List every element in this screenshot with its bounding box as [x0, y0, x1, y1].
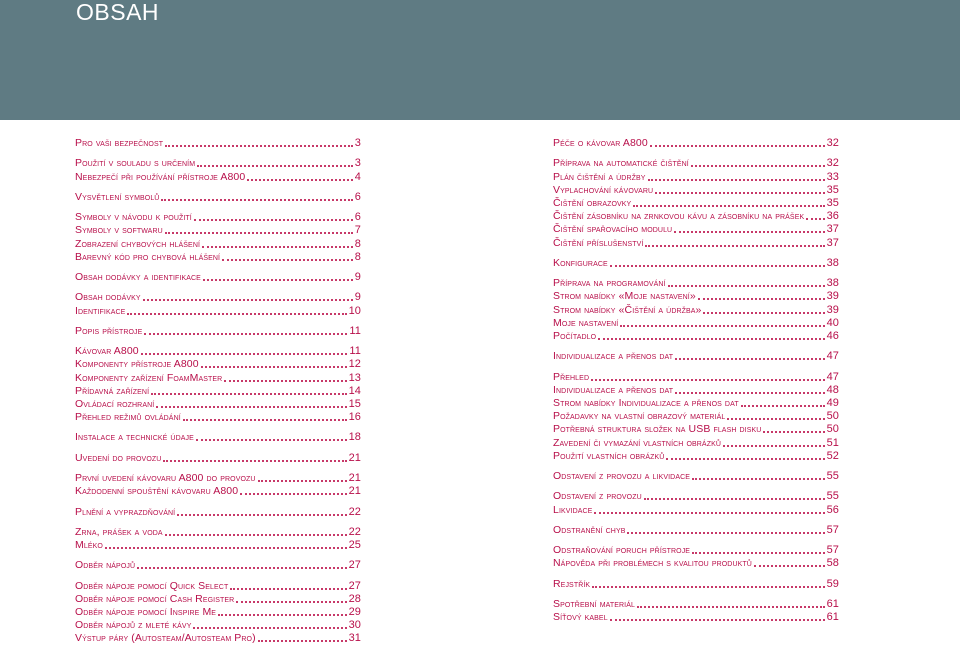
- toc-entry[interactable]: [75, 397, 361, 411]
- dot-leader: [741, 405, 825, 407]
- toc-page-number: 13: [348, 371, 361, 384]
- toc-entry-title: Likvidace: [553, 503, 593, 516]
- toc-page-number: 4: [354, 170, 361, 183]
- dot-leader: [193, 627, 346, 629]
- dot-leader: [247, 179, 352, 181]
- toc-entry[interactable]: [553, 156, 839, 170]
- toc-page-number: 55: [826, 470, 839, 482]
- dot-leader: [674, 231, 824, 233]
- toc-entry-title: Vysvětlení symbolů: [75, 190, 160, 203]
- dot-leader: [668, 285, 825, 287]
- dot-leader: [224, 380, 346, 382]
- toc-entry[interactable]: [553, 183, 839, 197]
- toc-entry-title: Konfigurace: [553, 256, 608, 269]
- toc-section-entry[interactable]: [75, 451, 361, 465]
- toc-entry[interactable]: [553, 370, 839, 384]
- toc-entry-title: Čištění příslušenství: [553, 236, 644, 249]
- toc-page-number: 6: [354, 211, 361, 224]
- toc-entry-title: Každodenní spouštění kávovaru A800: [75, 485, 239, 498]
- toc-section-entry[interactable]: [75, 505, 361, 519]
- toc-entry[interactable]: [553, 329, 839, 343]
- toc-entry-title: Instalace a technické údaje: [75, 431, 194, 444]
- dot-leader: [754, 565, 825, 567]
- dot-leader: [633, 205, 824, 207]
- toc-entry[interactable]: [75, 471, 361, 485]
- dot-leader: [222, 259, 353, 261]
- toc-page-number: 11: [349, 345, 361, 358]
- toc-entry-title: Použití v souladu s určením: [75, 157, 196, 170]
- dot-leader: [165, 145, 353, 147]
- toc-page-number: 38: [826, 277, 839, 290]
- toc-entry[interactable]: [553, 303, 839, 317]
- toc-page-number: 35: [826, 196, 839, 209]
- toc-section-entry[interactable]: [553, 256, 839, 270]
- toc-entry-title: Identifikace: [75, 304, 126, 317]
- toc-entry-title: Odstavení z provozu a likvidace: [553, 470, 691, 482]
- toc-section-entry[interactable]: [75, 270, 361, 284]
- toc-page-number: 50: [826, 410, 839, 423]
- toc-section-entry[interactable]: [553, 136, 839, 150]
- toc-entry-title: Použití vlastních obrázků: [553, 449, 665, 462]
- toc-entry-title: Odběr nápoje pomocí Quick Select: [75, 579, 229, 592]
- toc-entry-title: Ovládací rozhraní: [75, 397, 155, 410]
- dot-leader: [203, 279, 353, 281]
- toc-page-number: 39: [826, 303, 839, 316]
- dot-leader: [594, 512, 824, 514]
- toc-entry-title: Mléko: [75, 539, 103, 551]
- toc-entry-title: Odstavení z provozu: [553, 490, 642, 503]
- toc-page-number: 40: [826, 316, 839, 329]
- toc-page-number: 48: [826, 383, 839, 396]
- dot-leader: [201, 366, 347, 368]
- toc-page-number: 33: [826, 170, 839, 183]
- toc-page-number: 59: [826, 577, 839, 590]
- toc-entry-title: Přehled režimů ovládání: [75, 411, 181, 424]
- toc-page-number: 18: [348, 431, 361, 444]
- dot-leader: [137, 567, 346, 569]
- toc-entry[interactable]: [75, 525, 361, 539]
- dot-leader: [610, 265, 825, 267]
- dot-leader: [610, 619, 825, 621]
- toc-entry-title: Pro vaši bezpečnost: [75, 137, 164, 149]
- toc-page-number: 22: [348, 505, 361, 518]
- dot-leader: [161, 199, 352, 201]
- header-band: [0, 0, 960, 120]
- dot-leader: [230, 588, 346, 590]
- toc-entry[interactable]: [553, 222, 839, 236]
- dot-leader: [763, 431, 824, 433]
- toc-entry[interactable]: [75, 631, 361, 645]
- toc-entry-title: Strom nabídky «Moje nastavení»: [553, 290, 696, 303]
- page-title: OBSAH: [76, 0, 160, 25]
- dot-leader: [163, 460, 346, 462]
- toc-entry-title: Čištění zásobníku na zrnkovou kávu a zásobníku na prášek: [553, 210, 805, 223]
- toc-entry[interactable]: [553, 276, 839, 290]
- toc-entry-title: Síťový kabel: [553, 611, 608, 624]
- toc-entry-title: Popis přístroje: [75, 324, 143, 337]
- toc-entry-title: Odstraňování poruch přístroje: [553, 544, 691, 557]
- toc-section-entry[interactable]: [75, 190, 361, 204]
- toc-entry[interactable]: [75, 592, 361, 606]
- toc-page-number: 6: [354, 190, 361, 203]
- toc-page-number: 61: [826, 597, 839, 610]
- toc-page-number: 21: [348, 451, 361, 464]
- toc-entry[interactable]: [553, 449, 839, 463]
- toc-entry[interactable]: [553, 436, 839, 450]
- toc-entry[interactable]: [75, 410, 361, 424]
- toc-page-number: 12: [348, 358, 361, 371]
- toc-entry[interactable]: [553, 383, 839, 397]
- dot-leader: [151, 393, 346, 395]
- dot-leader: [666, 458, 824, 460]
- dot-leader: [692, 478, 825, 480]
- dot-leader: [645, 245, 824, 247]
- dot-leader: [644, 498, 825, 500]
- dot-leader: [723, 445, 825, 447]
- dot-leader: [592, 586, 824, 588]
- toc-entry-title: Počítadlo: [553, 329, 597, 342]
- toc-page-number: 7: [354, 224, 361, 237]
- toc-page-number: 36: [826, 210, 839, 223]
- dot-leader: [806, 218, 824, 220]
- toc-entry-title: Přídavná zařízení: [75, 384, 150, 397]
- toc-entry[interactable]: [75, 223, 361, 237]
- toc-page-number: 9: [354, 291, 361, 304]
- dot-leader: [105, 547, 347, 549]
- toc-entry-title: Komponenty přístroje A800: [75, 358, 199, 371]
- toc-entry[interactable]: [553, 489, 839, 503]
- toc-entry[interactable]: [75, 237, 361, 251]
- toc-entry[interactable]: [75, 250, 361, 264]
- toc-page-number: 35: [826, 183, 839, 196]
- toc-entry[interactable]: [75, 605, 361, 619]
- dot-leader: [655, 192, 824, 194]
- toc-entry-title: Nápověda při problémech s kvalitou produktů: [553, 557, 752, 570]
- toc-entry[interactable]: [75, 384, 361, 398]
- toc-page-number: 47: [826, 370, 839, 383]
- toc-entry-title: Péče o kávovar A800: [553, 137, 648, 149]
- toc-entry-title: Čištění spařovacího modulu: [553, 223, 673, 236]
- dot-leader: [177, 514, 346, 516]
- dot-leader: [692, 552, 824, 554]
- toc-entry-title: Strom nabídky «Čištění a údržba»: [553, 303, 702, 316]
- dot-leader: [165, 232, 353, 234]
- toc-page-number: 32: [826, 137, 839, 149]
- toc-entry[interactable]: [75, 210, 361, 224]
- toc-entry-title: Zrna, prášek a voda: [75, 525, 163, 538]
- toc-entry-title: Odběr nápojů z mleté kávy: [75, 619, 192, 632]
- dot-leader: [675, 358, 824, 360]
- toc-page-number: 14: [348, 384, 361, 397]
- toc-entry[interactable]: [553, 396, 839, 410]
- toc-entry-title: Obsah dodávky a identifikace: [75, 271, 201, 283]
- dot-leader: [127, 313, 346, 315]
- toc-entry[interactable]: [75, 170, 361, 184]
- dot-leader: [143, 299, 353, 301]
- toc-page-number: 30: [348, 619, 361, 632]
- toc-page-number: 56: [826, 503, 839, 516]
- toc-entry-title: Komponenty zařízení FoamMaster: [75, 371, 223, 384]
- toc-page-number: 22: [348, 525, 361, 538]
- dot-leader: [202, 246, 353, 248]
- dot-leader: [196, 439, 347, 441]
- dot-leader: [691, 165, 825, 167]
- dot-leader: [703, 312, 824, 314]
- toc-section-entry[interactable]: [553, 577, 839, 591]
- toc-page-number: 21: [348, 485, 361, 498]
- toc-entry[interactable]: [553, 196, 839, 210]
- toc-page-number: 47: [826, 350, 839, 363]
- toc-entry-title: Nebezpečí při používání přístroje A800: [75, 170, 246, 183]
- dot-leader: [236, 601, 346, 603]
- toc-entry[interactable]: [553, 422, 839, 436]
- toc-page-number: 50: [826, 423, 839, 436]
- toc-entry[interactable]: [75, 290, 361, 304]
- dot-leader: [650, 145, 825, 147]
- toc-page-number: 52: [826, 449, 839, 462]
- dot-leader: [218, 614, 346, 616]
- toc-entry-title: Zobrazení chybových hlášení: [75, 237, 201, 250]
- toc-page-number: 38: [826, 256, 839, 269]
- toc-entry[interactable]: [75, 484, 361, 498]
- dot-leader: [591, 379, 824, 381]
- dot-leader: [598, 338, 824, 340]
- toc-entry-title: Plán čištění a údržby: [553, 170, 646, 183]
- toc-page-number: 51: [826, 436, 839, 449]
- toc-page-number: 9: [354, 271, 361, 283]
- toc-page-number: 15: [348, 397, 361, 410]
- toc-page-number: 8: [354, 250, 361, 263]
- toc-entry-title: Požadavky na vlastní obrazový materiál: [553, 410, 726, 423]
- toc-entry[interactable]: [553, 543, 839, 557]
- toc-entry-title: První uvedení kávovaru A800 do provozu: [75, 472, 256, 484]
- toc-entry[interactable]: [553, 209, 839, 223]
- toc-section-entry[interactable]: [553, 523, 839, 537]
- dot-leader: [627, 532, 824, 534]
- toc-entry-title: Vyplachování kávovaru: [553, 183, 654, 196]
- toc-entry[interactable]: [553, 236, 839, 250]
- dot-leader: [144, 333, 347, 335]
- toc-page-number: 61: [826, 611, 839, 624]
- toc-page-number: 31: [348, 632, 361, 645]
- toc-entry-title: Barevný kód pro chybová hlášení: [75, 250, 221, 263]
- dot-leader: [197, 165, 353, 167]
- toc-entry-title: Odběr nápoje pomocí Cash Register: [75, 592, 235, 605]
- toc-entry[interactable]: [553, 289, 839, 303]
- toc-section-entry[interactable]: [553, 469, 839, 483]
- toc-entry[interactable]: [553, 170, 839, 184]
- toc-section-entry[interactable]: [553, 349, 839, 363]
- toc-entry-title: Individualizace a přenos dat: [553, 383, 674, 396]
- toc-entry-title: Individualizace a přenos dat: [553, 350, 674, 363]
- toc-entry-title: Odběr nápojů: [75, 559, 136, 572]
- toc-section-entry[interactable]: [75, 430, 361, 444]
- toc-page-number: 32: [826, 157, 839, 170]
- toc-entry-title: Spotřební materiál: [553, 597, 635, 610]
- toc-page-number: 58: [826, 557, 839, 570]
- toc-entry-title: Výstup páry (Autosteam/Autosteam Pro): [75, 632, 256, 645]
- toc-entry-title: Odstranění chyb: [553, 523, 626, 536]
- toc-page-number: 10: [348, 304, 361, 317]
- toc-entry-title: Zavedení či vymazání vlastních obrázků: [553, 436, 722, 449]
- toc-section-entry[interactable]: [75, 136, 361, 150]
- toc-entry[interactable]: [75, 156, 361, 170]
- toc-entry[interactable]: [75, 538, 361, 552]
- dot-leader: [620, 325, 824, 327]
- toc-entry[interactable]: [75, 357, 361, 371]
- dot-leader: [240, 493, 346, 495]
- dot-leader: [141, 353, 348, 355]
- toc-entry[interactable]: [75, 344, 361, 358]
- toc-page-number: 55: [826, 490, 839, 503]
- toc-entry-title: Uvedení do provozu: [75, 451, 162, 464]
- toc-entry-title: Obsah dodávky: [75, 291, 141, 304]
- toc-entry[interactable]: [553, 597, 839, 611]
- dot-leader: [258, 640, 347, 642]
- toc-entry-title: Příprava na programování: [553, 277, 666, 290]
- toc-page-number: 25: [348, 539, 361, 551]
- toc-page-number: 49: [826, 396, 839, 409]
- toc-entry[interactable]: [553, 556, 839, 570]
- toc-entry[interactable]: [553, 610, 839, 624]
- toc-page-number: 27: [348, 559, 361, 572]
- dot-leader: [648, 179, 825, 181]
- dot-leader: [258, 480, 347, 482]
- toc-page-number: 39: [826, 290, 839, 303]
- toc-page-number: 3: [354, 157, 361, 170]
- toc-page-number: 21: [348, 472, 361, 484]
- toc-entry[interactable]: [553, 316, 839, 330]
- toc-entry-title: Strom nabídky Individualizace a přenos dat: [553, 396, 739, 409]
- toc-entry-title: Symboly v softwaru: [75, 224, 163, 237]
- toc-entry[interactable]: [553, 409, 839, 423]
- toc-entry-title: Potřebná struktura složek na USB flash disku: [553, 423, 762, 436]
- toc-entry-title: Plnění a vyprazdňování: [75, 505, 176, 518]
- dot-leader: [637, 606, 825, 608]
- toc-page-number: 16: [348, 411, 361, 424]
- dot-leader: [165, 534, 347, 536]
- toc-page-number: 37: [826, 236, 839, 249]
- toc-entry-title: Moje nastavení: [553, 316, 619, 329]
- toc-page-number: 46: [826, 329, 839, 342]
- dot-leader: [183, 419, 347, 421]
- toc-section-entry[interactable]: [75, 558, 361, 572]
- toc-page-number: 8: [354, 237, 361, 250]
- toc-entry-title: Příprava na automatické čištění: [553, 157, 689, 170]
- toc-entry-title: Symboly v návodu k použití: [75, 211, 192, 224]
- toc-entry-title: Rejstřík: [553, 577, 591, 590]
- toc-page-number: 37: [826, 223, 839, 236]
- toc-page-number: 11: [349, 324, 361, 337]
- dot-leader: [675, 392, 824, 394]
- toc-entry-title: Přehled: [553, 370, 590, 383]
- toc-page-number: 3: [354, 137, 361, 149]
- dot-leader: [698, 298, 825, 300]
- toc-entry[interactable]: [75, 579, 361, 593]
- toc-entry[interactable]: [75, 371, 361, 385]
- toc-section-entry[interactable]: [75, 324, 361, 338]
- dot-leader: [194, 219, 353, 221]
- dot-leader: [727, 418, 824, 420]
- toc-page-number: 29: [348, 606, 361, 618]
- toc-entry-title: Kávovar A800: [75, 345, 139, 358]
- toc-entry-title: Čištění obrazovky: [553, 196, 632, 209]
- toc-entry[interactable]: [75, 304, 361, 318]
- toc-page-number: 57: [826, 523, 839, 536]
- dot-leader: [156, 406, 346, 408]
- toc-entry-title: Odběr nápoje pomocí Inspire Me: [75, 606, 217, 618]
- toc-page-number: 27: [348, 579, 361, 592]
- toc-page-number: 57: [826, 544, 839, 557]
- toc-page-number: 28: [348, 592, 361, 605]
- toc-entry[interactable]: [553, 503, 839, 517]
- toc-entry[interactable]: [75, 618, 361, 632]
